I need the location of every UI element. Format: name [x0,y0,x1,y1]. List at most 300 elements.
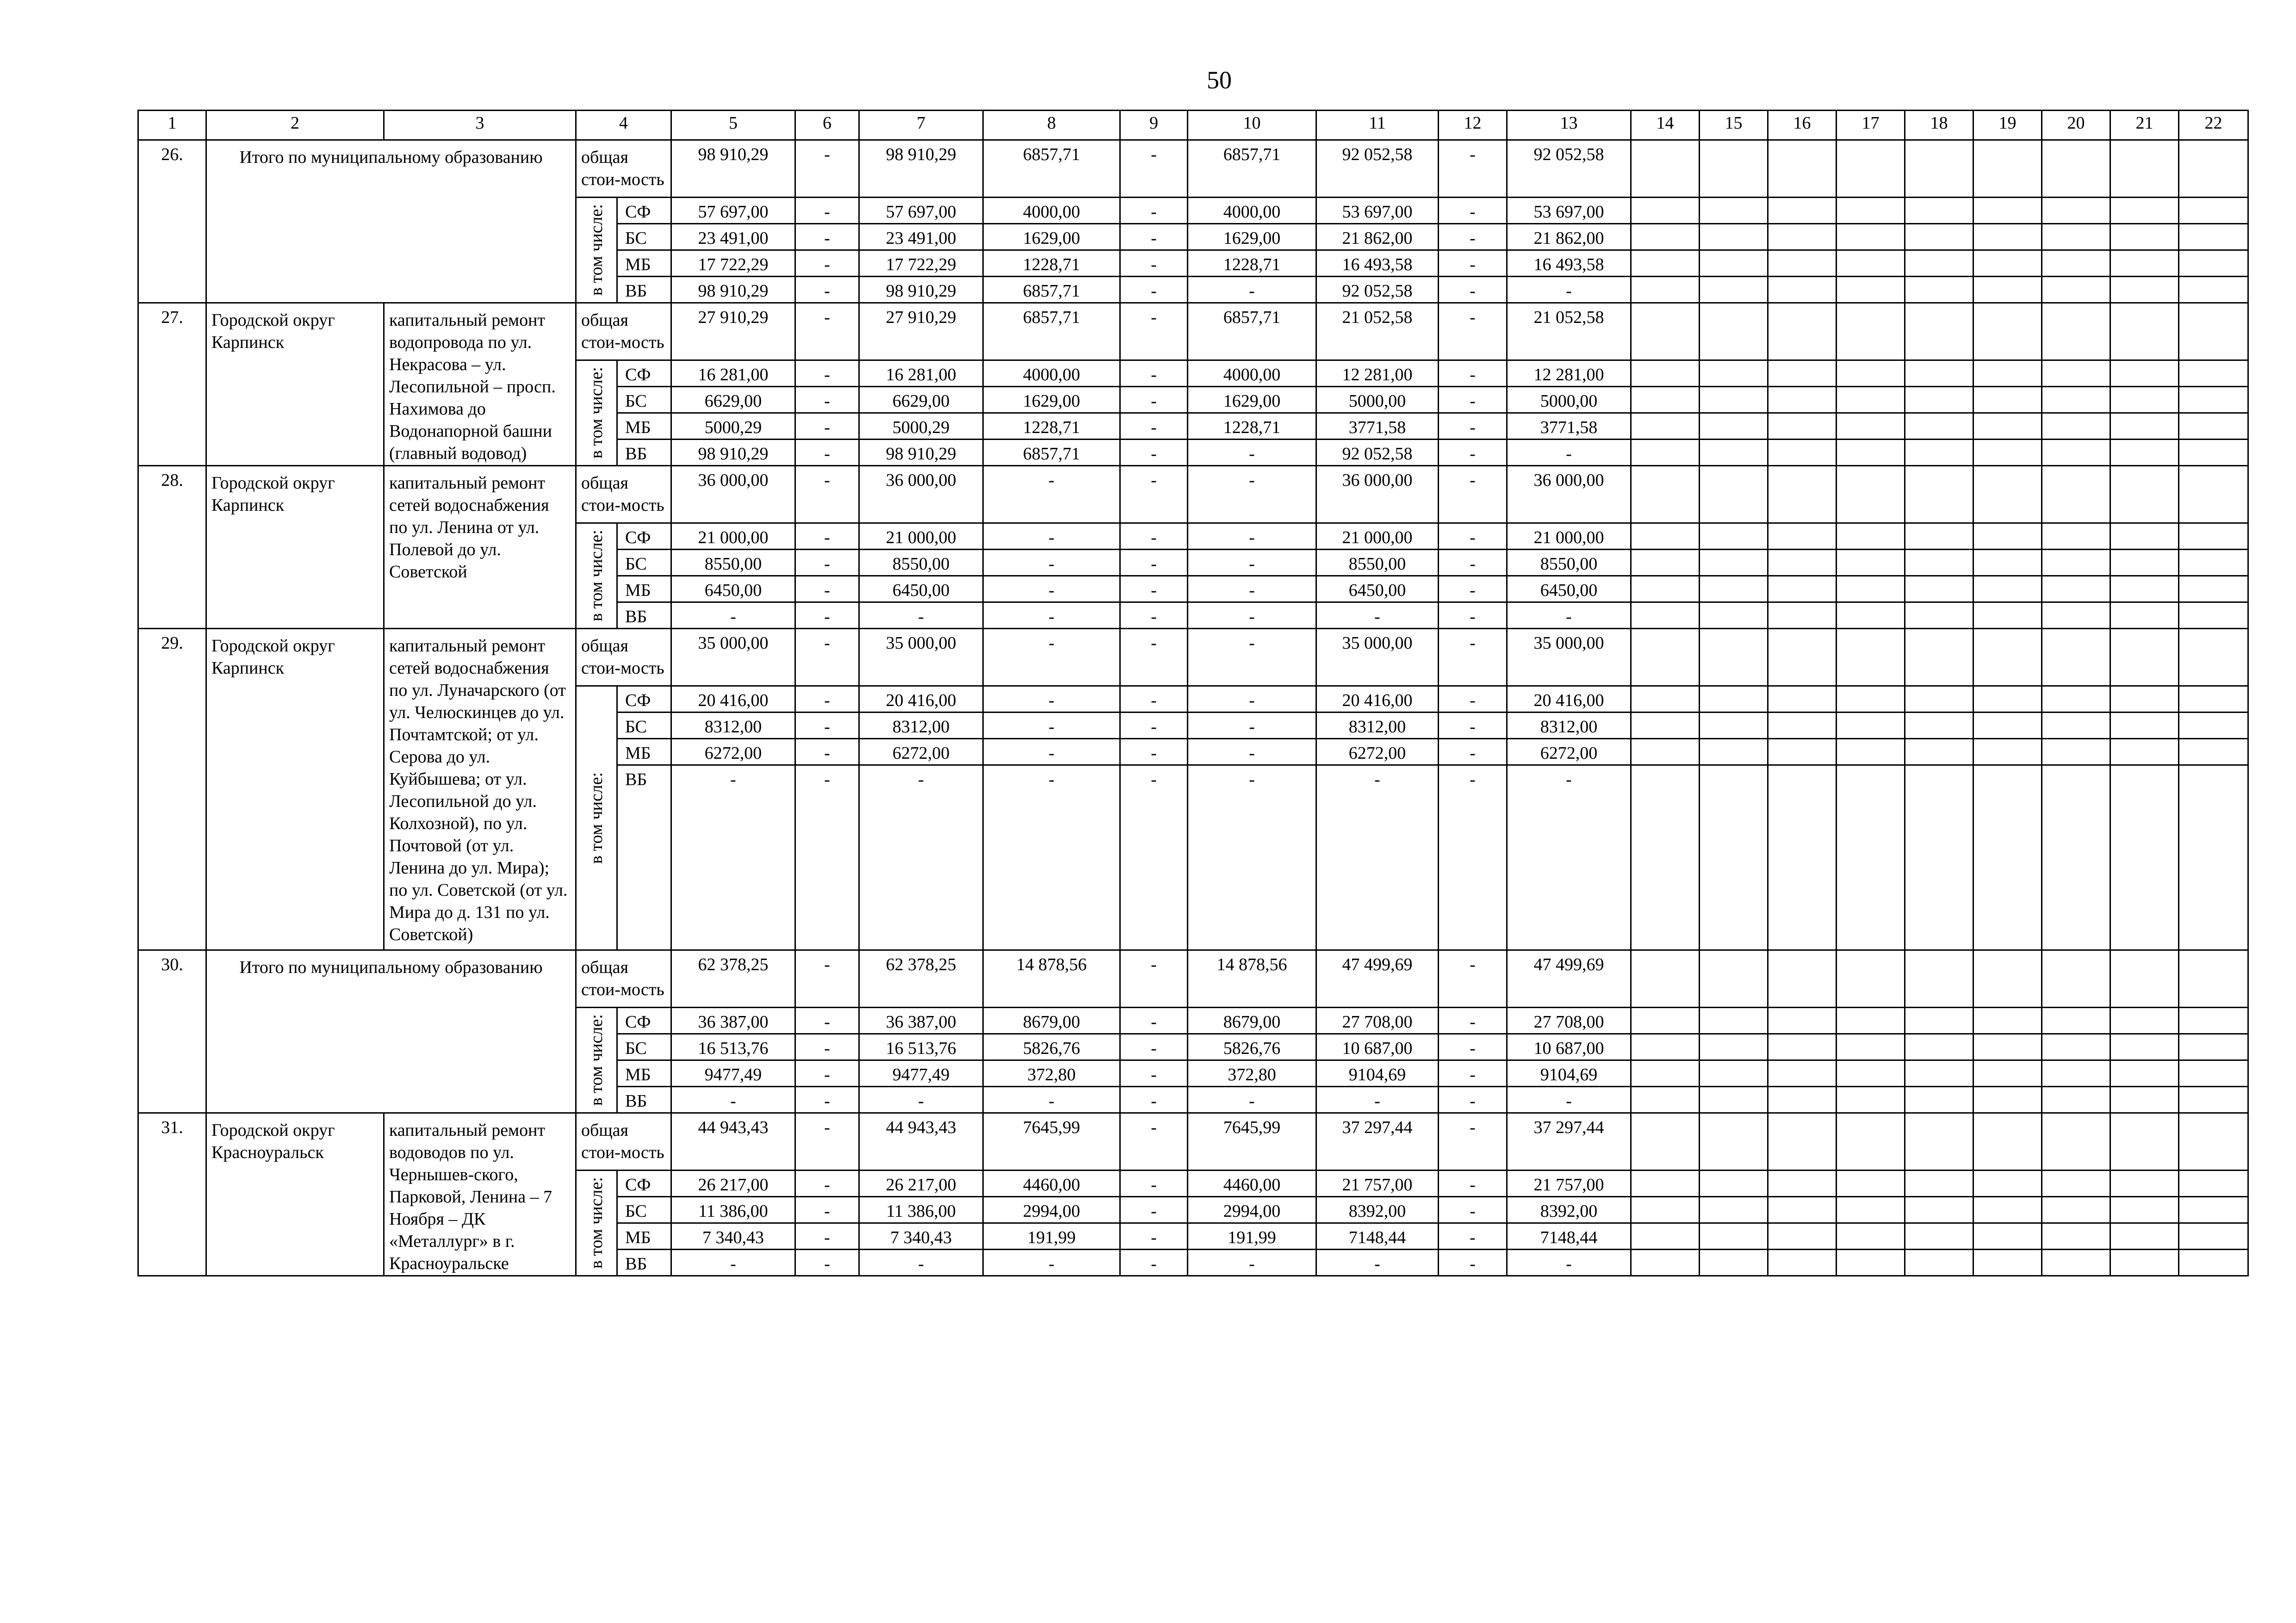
empty-cell [2110,1250,2179,1276]
source-label-vb: ВБ [617,1087,671,1113]
empty-cell [1631,140,1700,198]
value-cell: - [795,250,859,277]
empty-cell [2042,1060,2110,1087]
empty-cell [1700,413,1768,440]
value-cell: - [795,686,859,712]
empty-cell [1631,739,1700,765]
empty-cell [1631,1060,1700,1087]
value-cell: 98 910,29 [671,440,795,466]
empty-cell [1973,1250,2042,1276]
empty-cell [2042,1171,2110,1197]
value-cell: - [795,1060,859,1087]
empty-cell [1905,413,1973,440]
empty-cell [1631,1171,1700,1197]
empty-cell [1768,413,1837,440]
empty-cell [2179,1034,2248,1060]
source-label-sf: СФ [617,523,671,550]
empty-cell [1631,523,1700,550]
empty-cell [1837,1060,1905,1087]
value-cell: 16 513,76 [859,1034,983,1060]
column-number: 18 [1905,111,1973,140]
empty-cell [2042,413,2110,440]
value-cell: 6272,00 [671,739,795,765]
value-cell: 12 281,00 [1316,360,1439,387]
value-cell: 4460,00 [983,1171,1120,1197]
empty-cell [1905,550,1973,576]
value-cell: 1228,71 [1188,250,1316,277]
empty-cell [1973,629,2042,686]
value-cell: - [1120,360,1188,387]
source-label-sf: СФ [617,360,671,387]
value-cell: - [795,198,859,224]
value-cell: 36 387,00 [859,1008,983,1034]
value-cell: - [1120,1087,1188,1113]
empty-cell [1973,765,2042,950]
empty-cell [2042,387,2110,413]
empty-cell [1837,224,1905,250]
source-label-vb: ВБ [617,277,671,303]
value-cell: 21 862,00 [1316,224,1439,250]
empty-cell [2042,523,2110,550]
column-number: 14 [1631,111,1700,140]
empty-cell [1905,1034,1973,1060]
value-cell: 27 708,00 [1507,1008,1631,1034]
source-label-mb: МБ [617,413,671,440]
value-cell: 4000,00 [1188,198,1316,224]
empty-cell [1973,360,2042,387]
empty-cell [1973,277,2042,303]
value-cell: 7148,44 [1316,1223,1439,1250]
value-cell: 98 910,29 [859,440,983,466]
value-cell: - [1120,303,1188,360]
empty-cell [1768,629,1837,686]
empty-cell [1973,950,2042,1008]
empty-cell [2179,1113,2248,1171]
empty-cell [2042,140,2110,198]
value-cell: - [795,466,859,523]
value-cell: - [1439,277,1507,303]
value-cell: 98 910,29 [671,140,795,198]
value-cell: - [1188,277,1316,303]
empty-cell [1837,198,1905,224]
value-cell: - [671,602,795,629]
empty-cell [1700,686,1768,712]
empty-cell [2110,602,2179,629]
value-cell: 21 000,00 [1507,523,1631,550]
empty-cell [1768,250,1837,277]
source-label-sf: СФ [617,1008,671,1034]
value-cell: 21 862,00 [1507,224,1631,250]
value-cell: - [1439,1087,1507,1113]
value-cell: - [983,602,1120,629]
value-cell: 1629,00 [983,224,1120,250]
value-cell: - [983,466,1120,523]
row-number: 28. [138,466,206,629]
empty-cell [1973,1060,2042,1087]
empty-cell [2179,950,2248,1008]
municipality-total-label: Итого по муниципальному образованию [206,950,576,1113]
municipality-name: Городской округ Карпинск [206,629,384,950]
empty-cell [1973,224,2042,250]
empty-cell [1973,550,2042,576]
value-cell: 9477,49 [671,1060,795,1087]
empty-cell [2110,523,2179,550]
empty-cell [1905,303,1973,360]
value-cell: 5826,76 [1188,1034,1316,1060]
empty-cell [2110,440,2179,466]
empty-cell [2042,1197,2110,1223]
empty-cell [2110,1113,2179,1171]
empty-cell [2179,629,2248,686]
value-cell: - [795,576,859,602]
value-cell: - [1439,550,1507,576]
total-cost-label: общая стои-мость [576,466,671,523]
value-cell: - [795,629,859,686]
value-cell: - [983,1087,1120,1113]
value-cell: 6857,71 [983,303,1120,360]
value-cell: - [795,140,859,198]
empty-cell [2110,1060,2179,1087]
value-cell: - [1439,739,1507,765]
empty-cell [1768,387,1837,413]
value-cell: - [795,712,859,739]
value-cell: 14 878,56 [983,950,1120,1008]
empty-cell [2179,1087,2248,1113]
empty-cell [2042,198,2110,224]
value-cell: - [1120,1223,1188,1250]
column-number: 5 [671,111,795,140]
value-cell: - [795,1113,859,1171]
value-cell: 62 378,25 [859,950,983,1008]
value-cell: - [795,413,859,440]
source-label-bs: БС [617,1034,671,1060]
value-cell: - [1120,1060,1188,1087]
value-cell: - [1120,602,1188,629]
empty-cell [2110,1223,2179,1250]
empty-cell [1631,250,1700,277]
value-cell: 2994,00 [983,1197,1120,1223]
empty-cell [1973,1034,2042,1060]
empty-cell [1837,1113,1905,1171]
work-description: капитальный ремонт сетей водоснабжения по ул. Ленина от ул. Полевой до ул. Советской [384,466,576,629]
empty-cell [1768,686,1837,712]
municipality-name: Городской округ Красноуральск [206,1113,384,1276]
empty-cell [1905,765,1973,950]
empty-cell [2179,387,2248,413]
empty-cell [1905,712,1973,739]
value-cell: 1228,71 [1188,413,1316,440]
value-cell: - [671,1250,795,1276]
empty-cell [2179,550,2248,576]
value-cell: - [795,303,859,360]
column-number: 10 [1188,111,1316,140]
empty-cell [1768,277,1837,303]
empty-cell [1631,303,1700,360]
value-cell: 5000,00 [1316,387,1439,413]
empty-cell [1905,576,1973,602]
empty-cell [1837,765,1905,950]
value-cell: - [1188,712,1316,739]
empty-cell [2179,198,2248,224]
value-cell: 21 757,00 [1316,1171,1439,1197]
column-number: 4 [576,111,671,140]
in-that-number-label: в том числе: [587,1014,606,1106]
value-cell: - [795,550,859,576]
value-cell: - [1507,1087,1631,1113]
value-cell: 44 943,43 [859,1113,983,1171]
empty-cell [1700,1087,1768,1113]
empty-cell [1631,765,1700,950]
empty-cell [1905,523,1973,550]
empty-cell [2042,360,2110,387]
value-cell: - [795,360,859,387]
empty-cell [2110,950,2179,1008]
value-cell: 372,80 [983,1060,1120,1087]
value-cell: - [1120,198,1188,224]
value-cell: 6857,71 [983,140,1120,198]
empty-cell [1973,739,2042,765]
empty-cell [1837,250,1905,277]
value-cell: - [1439,140,1507,198]
empty-cell [1905,1060,1973,1087]
value-cell: - [1439,576,1507,602]
value-cell: - [795,950,859,1008]
empty-cell [2110,466,2179,523]
column-number: 21 [2110,111,2179,140]
value-cell: 92 052,58 [1316,277,1439,303]
source-label-vb: ВБ [617,602,671,629]
empty-cell [1631,602,1700,629]
empty-cell [2042,1250,2110,1276]
empty-cell [1905,1223,1973,1250]
header-row [138,111,2248,140]
empty-cell [1905,224,1973,250]
value-cell: 17 722,29 [859,250,983,277]
value-cell: 36 000,00 [859,466,983,523]
empty-cell [1905,140,1973,198]
empty-cell [1700,224,1768,250]
value-cell: 8312,00 [671,712,795,739]
value-cell: 4000,00 [1188,360,1316,387]
value-cell: 23 491,00 [859,224,983,250]
value-cell: 16 281,00 [859,360,983,387]
value-cell: 62 378,25 [671,950,795,1008]
value-cell: 47 499,69 [1507,950,1631,1008]
in-that-number-label: в том числе: [587,772,606,864]
empty-cell [1973,140,2042,198]
work-description: капитальный ремонт водоводов по ул. Чернышев-ского, Парковой, Ленина – 7 Ноября – ДК «Металлург» в г. Красноуральске [384,1113,576,1276]
empty-cell [2042,712,2110,739]
source-label-bs: БС [617,550,671,576]
value-cell: 8312,00 [1316,712,1439,739]
value-cell: 8550,00 [1316,550,1439,576]
empty-cell [1700,250,1768,277]
total-cost-label: общая стои-мость [576,303,671,360]
empty-cell [1837,1197,1905,1223]
empty-cell [1768,1171,1837,1197]
value-cell: 191,99 [983,1223,1120,1250]
municipality-name: Городской округ Карпинск [206,466,384,629]
value-cell: - [1188,765,1316,950]
empty-cell [1768,1197,1837,1223]
value-cell: 9104,69 [1316,1060,1439,1087]
empty-cell [1768,466,1837,523]
empty-cell [1837,303,1905,360]
value-cell: - [1439,1034,1507,1060]
value-cell: - [1439,1060,1507,1087]
value-cell: 191,99 [1188,1223,1316,1250]
empty-cell [2042,1008,2110,1034]
value-cell: - [1507,277,1631,303]
empty-cell [1905,1171,1973,1197]
empty-cell [1631,1223,1700,1250]
empty-cell [2042,629,2110,686]
empty-cell [1700,629,1768,686]
value-cell: - [1507,765,1631,950]
value-cell: 35 000,00 [859,629,983,686]
empty-cell [1631,950,1700,1008]
empty-cell [1768,360,1837,387]
empty-cell [1768,1008,1837,1034]
empty-cell [2042,1087,2110,1113]
value-cell: 6450,00 [1507,576,1631,602]
value-cell: 21 757,00 [1507,1171,1631,1197]
empty-cell [1631,1034,1700,1060]
column-number: 16 [1768,111,1837,140]
column-number: 11 [1316,111,1439,140]
value-cell: 17 722,29 [671,250,795,277]
empty-cell [2110,277,2179,303]
value-cell: 36 000,00 [1507,466,1631,523]
empty-cell [1905,686,1973,712]
value-cell: - [983,739,1120,765]
empty-cell [1700,198,1768,224]
empty-cell [1973,576,2042,602]
empty-cell [1973,1087,2042,1113]
empty-cell [1973,250,2042,277]
empty-cell [1837,387,1905,413]
value-cell: 26 217,00 [671,1171,795,1197]
value-cell: - [1439,1250,1507,1276]
row-number: 29. [138,629,206,950]
empty-cell [1905,629,1973,686]
column-number: 3 [384,111,576,140]
empty-cell [2110,765,2179,950]
row-number: 30. [138,950,206,1113]
empty-cell [1700,576,1768,602]
empty-cell [2179,1060,2248,1087]
empty-cell [1973,602,2042,629]
empty-cell [2179,712,2248,739]
value-cell: 16 513,76 [671,1034,795,1060]
value-cell: 21 000,00 [671,523,795,550]
value-cell: - [1316,602,1439,629]
empty-cell [1700,1223,1768,1250]
value-cell: 2994,00 [1188,1197,1316,1223]
value-cell: 21 052,58 [1507,303,1631,360]
empty-cell [1905,277,1973,303]
value-cell: - [1439,629,1507,686]
value-cell: - [983,550,1120,576]
empty-cell [2110,1008,2179,1034]
value-cell: - [795,1008,859,1034]
value-cell: - [1439,1113,1507,1171]
value-cell: - [1120,1171,1188,1197]
value-cell: 36 387,00 [671,1008,795,1034]
empty-cell [1837,739,1905,765]
value-cell: - [859,602,983,629]
page-number: 50 [1207,66,1232,94]
value-cell: - [795,1087,859,1113]
column-number: 20 [2042,111,2110,140]
value-cell: 10 687,00 [1316,1034,1439,1060]
empty-cell [2042,440,2110,466]
table-row [138,466,2248,523]
empty-cell [1837,950,1905,1008]
empty-cell [1700,712,1768,739]
value-cell: - [795,523,859,550]
value-cell: - [1439,303,1507,360]
empty-cell [1905,250,1973,277]
empty-cell [2042,1223,2110,1250]
value-cell: - [1120,1250,1188,1276]
empty-cell [1768,550,1837,576]
in-that-number-label: в том числе: [587,1177,606,1269]
value-cell: - [1120,224,1188,250]
empty-cell [1700,440,1768,466]
total-cost-label: общая стои-мость [576,950,671,1008]
value-cell: - [1120,387,1188,413]
source-label-bs: БС [617,224,671,250]
value-cell: - [1120,523,1188,550]
source-label-bs: БС [617,387,671,413]
empty-cell [1837,440,1905,466]
table-row [138,629,2248,686]
empty-cell [1700,950,1768,1008]
empty-cell [2042,765,2110,950]
empty-cell [2179,602,2248,629]
empty-cell [1631,360,1700,387]
empty-cell [1768,712,1837,739]
source-label-vb: ВБ [617,440,671,466]
total-cost-label: общая стои-мость [576,629,671,686]
value-cell: 1228,71 [983,413,1120,440]
empty-cell [1700,1250,1768,1276]
empty-cell [1973,1171,2042,1197]
value-cell: 8392,00 [1316,1197,1439,1223]
value-cell: - [1188,440,1316,466]
value-cell: - [795,277,859,303]
empty-cell [2110,712,2179,739]
value-cell: - [795,1250,859,1276]
empty-cell [1905,440,1973,466]
value-cell: 6857,71 [1188,303,1316,360]
empty-cell [1700,602,1768,629]
empty-cell [2042,1113,2110,1171]
column-number: 19 [1973,111,2042,140]
column-number: 6 [795,111,859,140]
value-cell: 7645,99 [983,1113,1120,1171]
value-cell: - [1316,765,1439,950]
value-cell: 53 697,00 [1507,198,1631,224]
empty-cell [1905,466,1973,523]
empty-cell [2110,303,2179,360]
value-cell: 6857,71 [983,440,1120,466]
empty-cell [2110,224,2179,250]
in-that-number-label: в том числе: [587,204,606,296]
empty-cell [1631,1087,1700,1113]
row-number: 26. [138,140,206,303]
